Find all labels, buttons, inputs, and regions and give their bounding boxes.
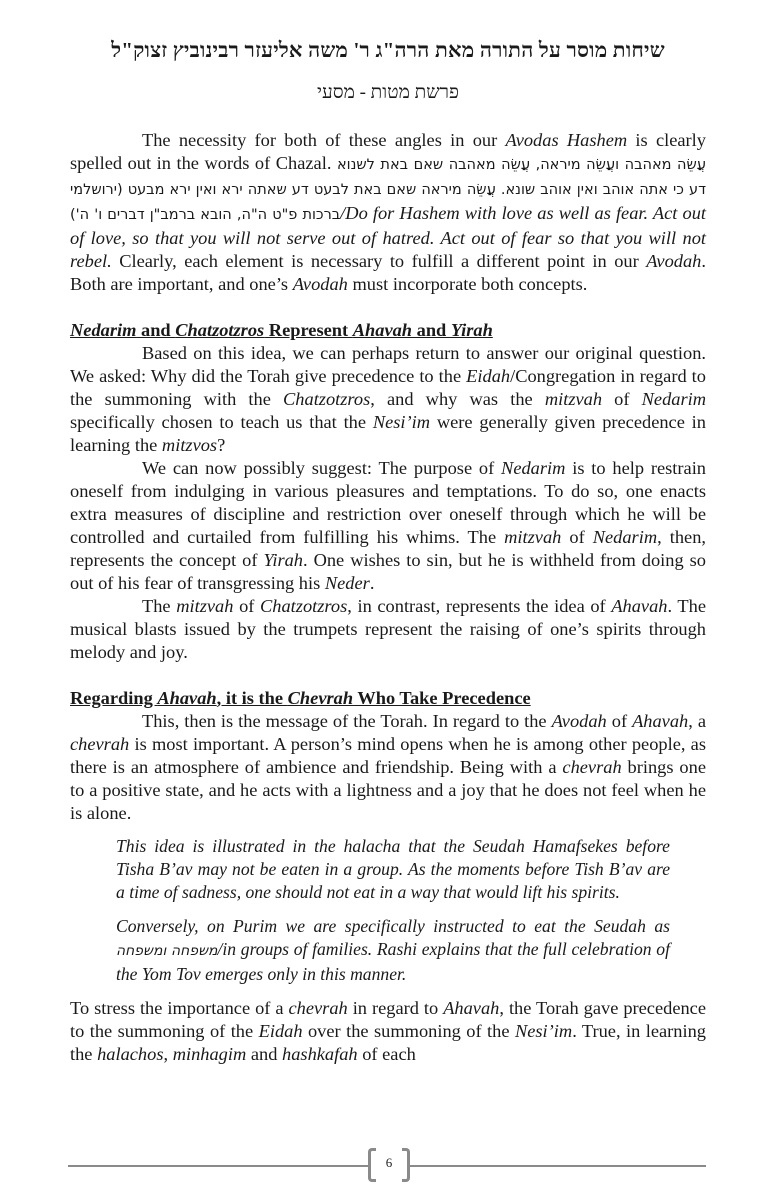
text-run: To stress the importance of a xyxy=(70,998,289,1018)
text-run: , xyxy=(163,1044,173,1064)
hebrew-phrase: משפחה ומשפחה xyxy=(116,943,218,959)
italic-term: Ahavah xyxy=(632,711,689,731)
text-run: over the summoning of the xyxy=(302,1021,515,1041)
running-header-parsha: פרשת מטות - מסעי xyxy=(317,82,459,103)
italic-term: Yirah xyxy=(263,550,303,570)
text-run: in regard to xyxy=(347,998,444,1018)
footer-rule-right xyxy=(410,1165,706,1167)
italic-term: Nedarim xyxy=(641,389,707,409)
text-run: were generally given precedence in learning the xyxy=(70,412,706,455)
italic-term: Ahavah xyxy=(611,596,668,616)
text-run: We can now possibly suggest: The purpose of xyxy=(142,458,502,478)
italic-term: chevrah xyxy=(70,734,130,754)
text-run: and xyxy=(412,320,451,340)
italic-term: Nesi’im xyxy=(514,1021,573,1041)
italic-translation: /Do for Hashem with love as well as fear. Act out of love, so that you will not serve out of hatred. Act out of fear so that you will not rebel. xyxy=(70,203,706,271)
text-run: , and why was the xyxy=(370,389,545,409)
hebrew-quote: עֲשֵׂה מאהבה ועֲשֵׂה מיראה, עֲשֵׂה מאהבה שאם באת לשנוא דע כי אתה אוהב ואין אוהב שונא. עֲשֵׂה מיראה שאם באת לבעט דע שאתה ירא ואין ירא מבעט (ירושלמי ברכות פ"ט ה"ה, הובא ברמב"ן דברים ו' ה') xyxy=(70,157,706,223)
text-run: must incorporate both concepts. xyxy=(347,274,588,294)
paragraph xyxy=(70,997,706,1066)
text-run: ? xyxy=(217,435,226,455)
text-run: and xyxy=(136,320,176,340)
italic-term: mitzvah xyxy=(504,527,562,547)
text-run: Represent xyxy=(264,320,353,340)
text-run: . xyxy=(369,573,375,593)
italic-term: Chevrah xyxy=(287,688,354,708)
left-bracket-ornament xyxy=(368,1148,376,1182)
text-run: brings one to a positive state, and he acts with a lightness and a joy that he does not feel when he is alone. xyxy=(70,757,706,823)
italic-term: Ahavah xyxy=(443,998,500,1018)
paragraph xyxy=(70,595,706,664)
right-bracket-ornament xyxy=(402,1148,410,1182)
block-quote xyxy=(116,915,670,986)
italic-term: mitzvos xyxy=(161,435,218,455)
italic-term: Eidah xyxy=(466,366,511,386)
text-run: of xyxy=(561,527,593,547)
italic-term: Avodah xyxy=(646,251,702,271)
italic-term: Nedarim xyxy=(501,458,566,478)
block-quote: This idea is illustrated in the halacha that the Seudah Hamafsekes before Tisha B’av may not be eaten in a group. As the moments before Tish B’av are a time of sadness, one should not eat in a way that would lift his spirits. xyxy=(116,836,670,902)
text-run: The necessity for both of these angles in our xyxy=(142,130,506,150)
italic-term: Avodah xyxy=(551,711,607,731)
italic-term: Ahavah xyxy=(352,320,413,340)
text-run: Conversely, on Purim we are specifically instructed to eat the Seudah as xyxy=(116,916,670,936)
text-run: , it is the xyxy=(216,688,288,708)
text-run: is clearly spelled out in the words of Chazal. xyxy=(70,130,706,173)
italic-term: Chatzotzros xyxy=(175,320,265,340)
text-run: , then, represents the concept of xyxy=(70,527,706,570)
text-run: , a xyxy=(688,711,706,731)
italic-term: Avodas Hashem xyxy=(505,130,628,150)
text-run: Regarding xyxy=(70,688,158,708)
paragraph xyxy=(70,457,706,595)
footer-rule-left xyxy=(68,1165,368,1167)
text-run: of xyxy=(233,596,261,616)
section-heading xyxy=(70,319,706,342)
italic-term: Nesi’im xyxy=(372,412,431,432)
text-run: of xyxy=(606,711,633,731)
text-run: Who Take Precedence xyxy=(353,688,531,708)
page-number: 6 xyxy=(385,1155,393,1170)
text-run: . Both are important, and one’s xyxy=(70,251,706,294)
italic-term: Chatzotzros xyxy=(260,596,348,616)
text-run: specifically chosen to teach us that the xyxy=(70,412,373,432)
text-run: The xyxy=(142,596,177,616)
text-run: of xyxy=(602,389,642,409)
body-text xyxy=(70,129,706,1066)
text-run: , in contrast, represents the idea of xyxy=(347,596,612,616)
italic-term: Chatzotzros xyxy=(283,389,371,409)
italic-term: hashkafah xyxy=(282,1044,358,1064)
italic-term: mitzvah xyxy=(544,389,603,409)
running-header-title: שיחות מוסר על התורה מאת הרה"ג ר' משה אליעזר רבינוביץ זצוק"ל xyxy=(111,38,665,62)
text-run: Based on this idea, we can perhaps return to answer our original question. We asked: Why did the Torah give precedence to the xyxy=(70,343,706,386)
italic-term: Ahavah xyxy=(157,688,217,708)
page-footer xyxy=(68,1148,708,1188)
italic-term: chevrah xyxy=(288,998,348,1018)
section-heading xyxy=(70,687,706,710)
paragraph xyxy=(70,342,706,457)
italic-term: halachos xyxy=(97,1044,164,1064)
text-run: . One wishes to sin, but he is withheld from doing so out of his fear of transgressing his xyxy=(70,550,706,593)
paragraph xyxy=(70,129,706,296)
italic-term: Avodah xyxy=(292,274,348,294)
text-run: /Congregation in regard to the summoning with the xyxy=(70,366,706,409)
italic-term: Yirah xyxy=(450,320,493,340)
text-run: is to help restrain oneself from indulging in various pleasures and temptations. To do so, one enacts extra measures of discipline and restriction over oneself through which he will be controlled and curtailed from fulfilling his whims. The xyxy=(70,458,706,547)
text-run: /in groups of families. Rashi explains that the full celebration of the Yom Tov emerges only in this manner. xyxy=(116,939,670,984)
text-run: and xyxy=(246,1044,283,1064)
paragraph xyxy=(70,710,706,825)
text-run: Clearly, each element is necessary to fulfill a different point in our xyxy=(111,251,647,271)
italic-term: Nedarim xyxy=(70,320,137,340)
italic-term: Neder xyxy=(324,573,370,593)
italic-term: minhagim xyxy=(172,1044,247,1064)
italic-term: Nedarim xyxy=(592,527,658,547)
text-run: . The musical blasts issued by the trumpets represent the raising of one’s spirits through melody and joy. xyxy=(70,596,706,662)
italic-term: chevrah xyxy=(562,757,622,777)
text-run: . True, in learning the xyxy=(70,1021,706,1064)
text-run: This, then is the message of the Torah. In regard to the xyxy=(142,711,552,731)
italic-term: Eidah xyxy=(258,1021,303,1041)
italic-term: mitzvah xyxy=(176,596,234,616)
text-run: is most important. A person’s mind opens when he is among other people, as there is an atmosphere of ambience and friendship. Being with a xyxy=(70,734,706,777)
text-run: , the Torah gave precedence to the summoning of the xyxy=(70,998,707,1041)
text-run: of each xyxy=(357,1044,416,1064)
